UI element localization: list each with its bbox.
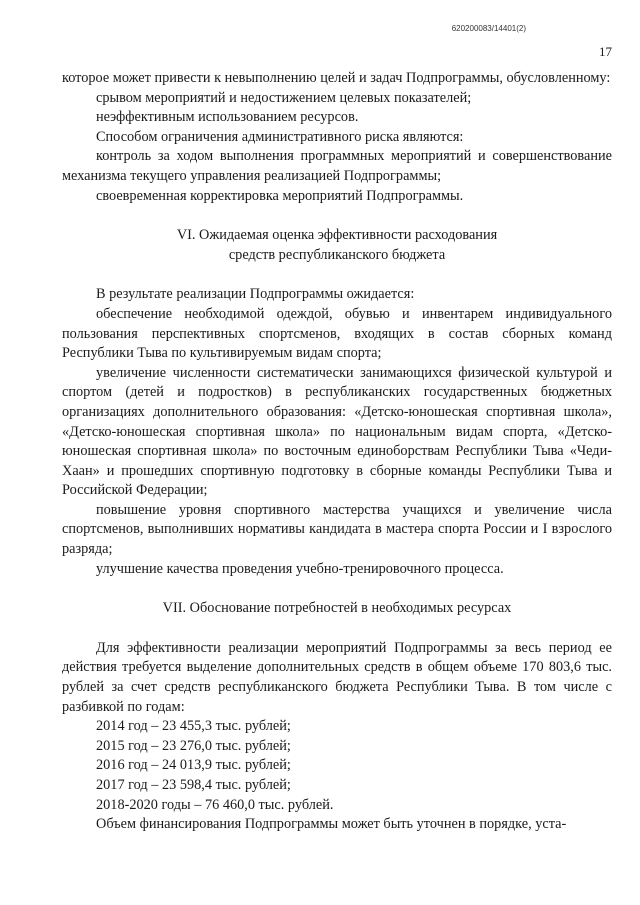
budget-year-item: 2016 год – 24 013,9 тыс. рублей; xyxy=(96,757,291,774)
paragraph: Для эффективности реализации мероприятий Подпрограммы за весь период ее действия требуется выделение дополнительных средств в общем объеме 170 803,6 тыс. рублей за счет средств республиканского бюджета Республики Тыва. В том числе с разбивкой по годам: xyxy=(62,639,612,715)
document-id: 620200083/14401(2) xyxy=(451,24,526,33)
paragraph: которое может привести к невыполнению целей и задач Подпрограммы, обусловленному: xyxy=(62,70,611,86)
paragraph: повышение уровня спортивного мастерства учащихся и увеличение числа спортсменов, выполнивших нормативы кандидата в мастера спорта России и I взрослого разряда; xyxy=(62,501,612,558)
paragraph: неэффективным использованием ресурсов. xyxy=(96,109,359,126)
paragraph: В результате реализации Подпрограммы ожидается: xyxy=(96,286,415,303)
page-number: 17 xyxy=(599,44,612,59)
paragraph: контроль за ходом выполнения программных мероприятий и совершенствование механизма текущего управления реализацией Подпрограммы; xyxy=(62,148,612,184)
budget-year-item: 2018-2020 годы – 76 460,0 тыс. рублей. xyxy=(96,796,334,813)
section-heading-7: VII. Обоснование потребностей в необходимых ресурсах xyxy=(162,600,512,617)
section-heading-6: VI. Ожидаемая оценка эффективности расходования xyxy=(176,227,498,244)
page-body xyxy=(62,69,612,835)
section-heading-6-line2: средств республиканского бюджета xyxy=(228,246,446,263)
paragraph: Способом ограничения административного риска являются: xyxy=(96,128,464,145)
paragraph: своевременная корректировка мероприятий Подпрограммы. xyxy=(96,187,464,204)
paragraph: увеличение численности систематически занимающихся физической культурой и спортом (детей и подростков) в республиканских государственных бюджетных организациях дополнительного образования: «Детско-юношеская спортивная школа», «Детско-юношеская спортивная школа» по национальным видам спорта, «Детско-юношеская спортивная школа» по восточным единоборствам Республики Тыва «Чеди-Хаан» и прошедших спортивную подготовку в сборные команды Республики Тыва и Российской Федерации; xyxy=(62,364,612,499)
budget-year-item: 2014 год – 23 455,3 тыс. рублей; xyxy=(96,718,291,735)
paragraph: Объем финансирования Подпрограммы может быть уточнен в порядке, уста- xyxy=(96,816,567,833)
paragraph: улучшение качества проведения учебно-тренировочного процесса. xyxy=(96,560,504,577)
paragraph: срывом мероприятий и недостижением целевых показателей; xyxy=(96,89,472,106)
budget-year-item: 2017 год – 23 598,4 тыс. рублей; xyxy=(96,777,291,793)
budget-year-item: 2015 год – 23 276,0 тыс. рублей; xyxy=(96,737,291,754)
paragraph: обеспечение необходимой одеждой, обувью и инвентарем индивидуального пользования перспективных спортсменов, входящих в состав сборных команд Республики Тыва по культивируемым видам спорта; xyxy=(62,305,612,362)
